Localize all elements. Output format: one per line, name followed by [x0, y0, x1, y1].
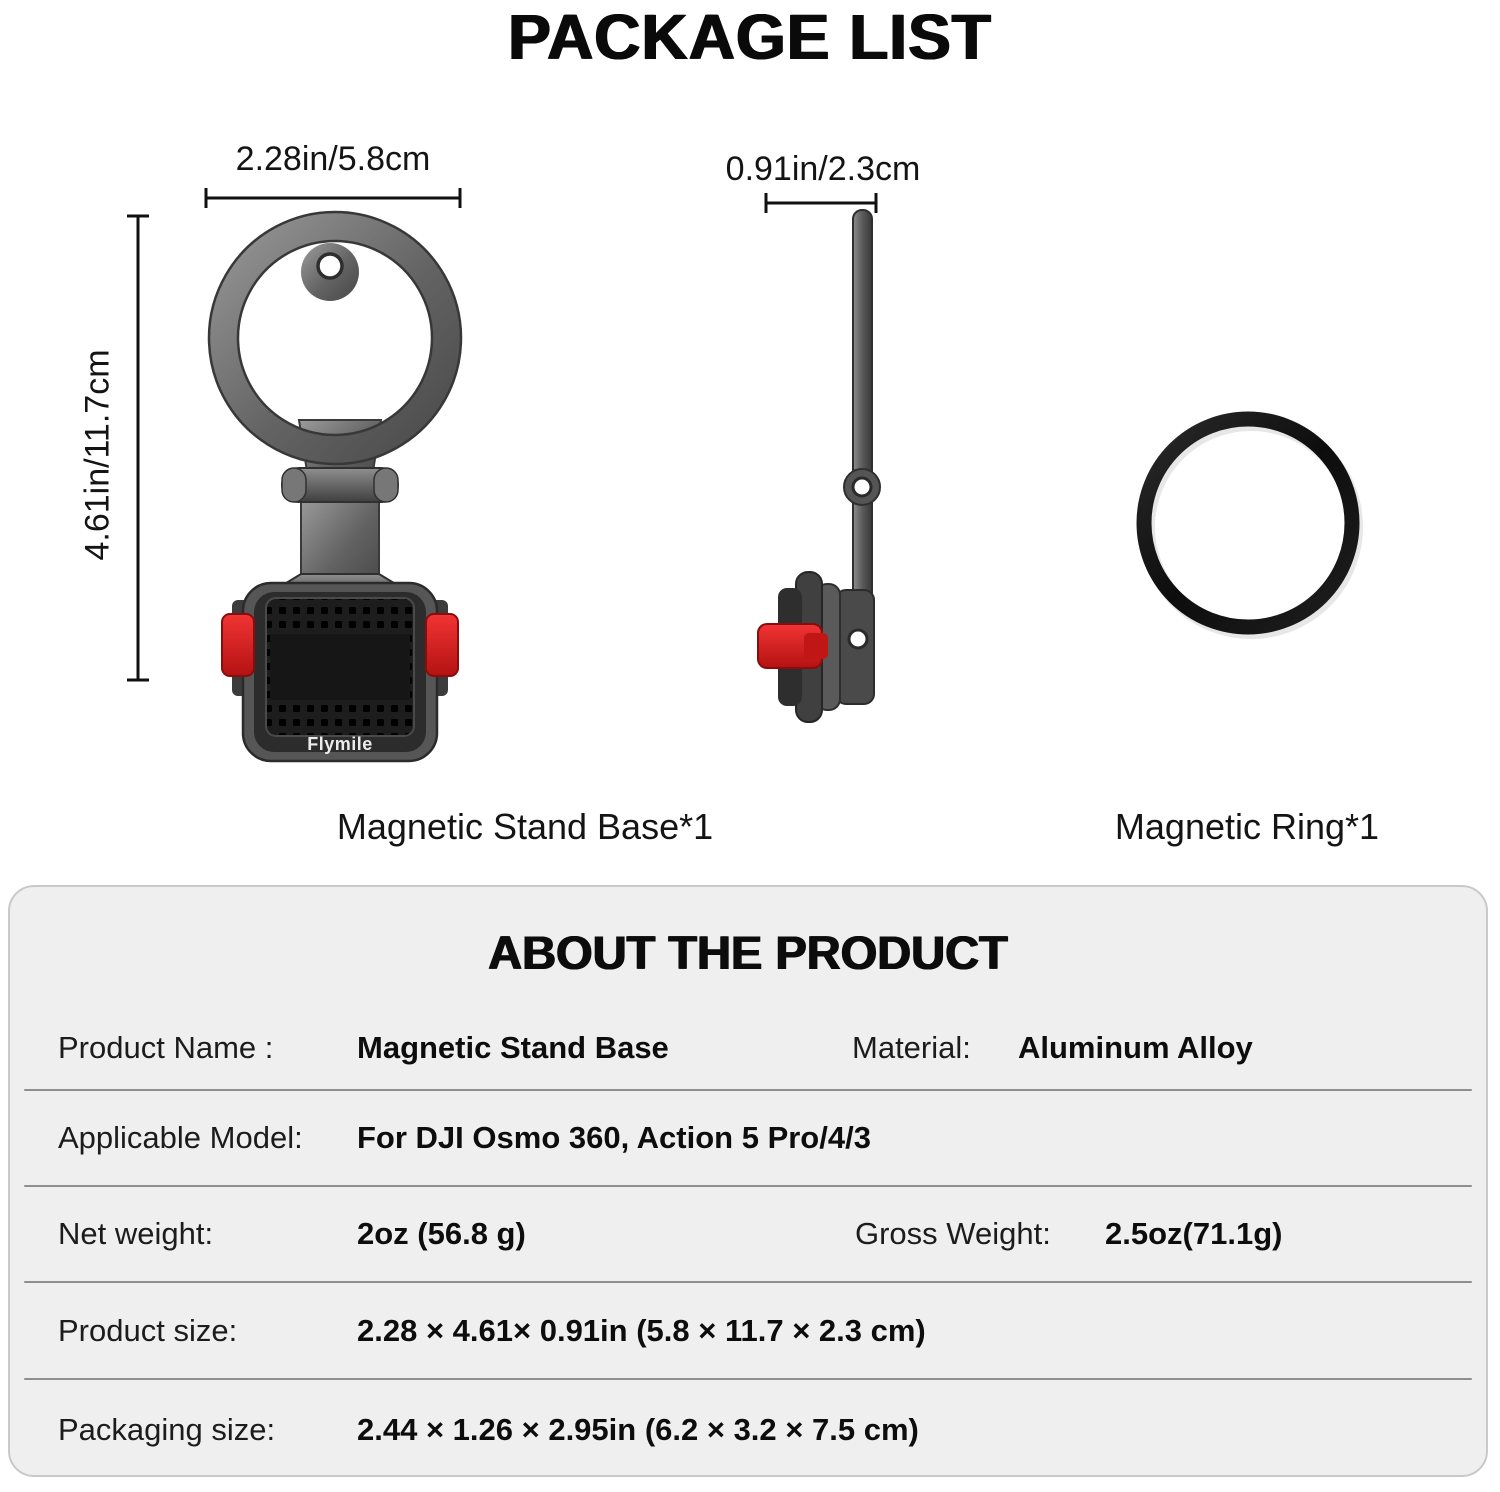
ring-caption: Magnetic Ring*1	[1114, 806, 1380, 847]
spec-value-product-size: 2.28 × 4.61× 0.91in (5.8 × 11.7 × 2.3 cm)	[357, 1312, 926, 1348]
page-title: PACKAGE LIST	[508, 1, 992, 73]
spec-label-product-name: Product Name :	[58, 1030, 274, 1065]
spec-row-packaging-size	[10, 1380, 1486, 1480]
stand-side-image	[740, 198, 940, 760]
spec-value-packaging-size: 2.44 × 1.26 × 2.95in (6.2 × 3.2 × 7.5 cm)	[357, 1412, 919, 1447]
spec-label-product-size: Product size:	[58, 1312, 238, 1348]
spec-label-packaging-size: Packaging size:	[58, 1412, 276, 1447]
about-title: ABOUT THE PRODUCT	[488, 926, 1008, 979]
spec-row-net-weight	[10, 1187, 1486, 1281]
spec-row-product-size	[10, 1283, 1486, 1378]
spec-label-net-weight: Net weight:	[58, 1216, 214, 1251]
spec-table	[10, 1007, 1486, 1480]
stand-height-dimension-label: 4.61in/11.7cm	[78, 349, 117, 561]
stand-width-dimension-label: 2.28in/5.8cm	[235, 140, 431, 178]
stand-front-image	[178, 198, 502, 782]
magnetic-ring-image	[1128, 398, 1368, 648]
spec-label-gross-weight: Gross Weight:	[855, 1216, 1051, 1251]
spec-row-applicable-model	[10, 1091, 1486, 1185]
spec-value-applicable-model: For DJI Osmo 360, Action 5 Pro/4/3	[357, 1120, 871, 1155]
spec-value-net-weight: 2oz (56.8 g)	[357, 1216, 526, 1251]
spec-value-gross-weight: 2.5oz(71.1g)	[1105, 1216, 1283, 1251]
about-product-panel	[8, 885, 1488, 1477]
stand-caption: Magnetic Stand Base*1	[336, 806, 714, 847]
height-dimension-line	[125, 213, 151, 683]
spec-value-product-name: Magnetic Stand Base	[357, 1030, 669, 1065]
spec-label-applicable-model: Applicable Model:	[58, 1120, 303, 1155]
spec-row-product-name	[10, 1007, 1486, 1089]
spec-value-material: Aluminum Alloy	[1018, 1030, 1253, 1065]
stand-depth-dimension-label: 0.91in/2.3cm	[725, 150, 921, 188]
spec-label-material: Material:	[852, 1030, 971, 1065]
brand-label: Flymile	[307, 734, 373, 754]
